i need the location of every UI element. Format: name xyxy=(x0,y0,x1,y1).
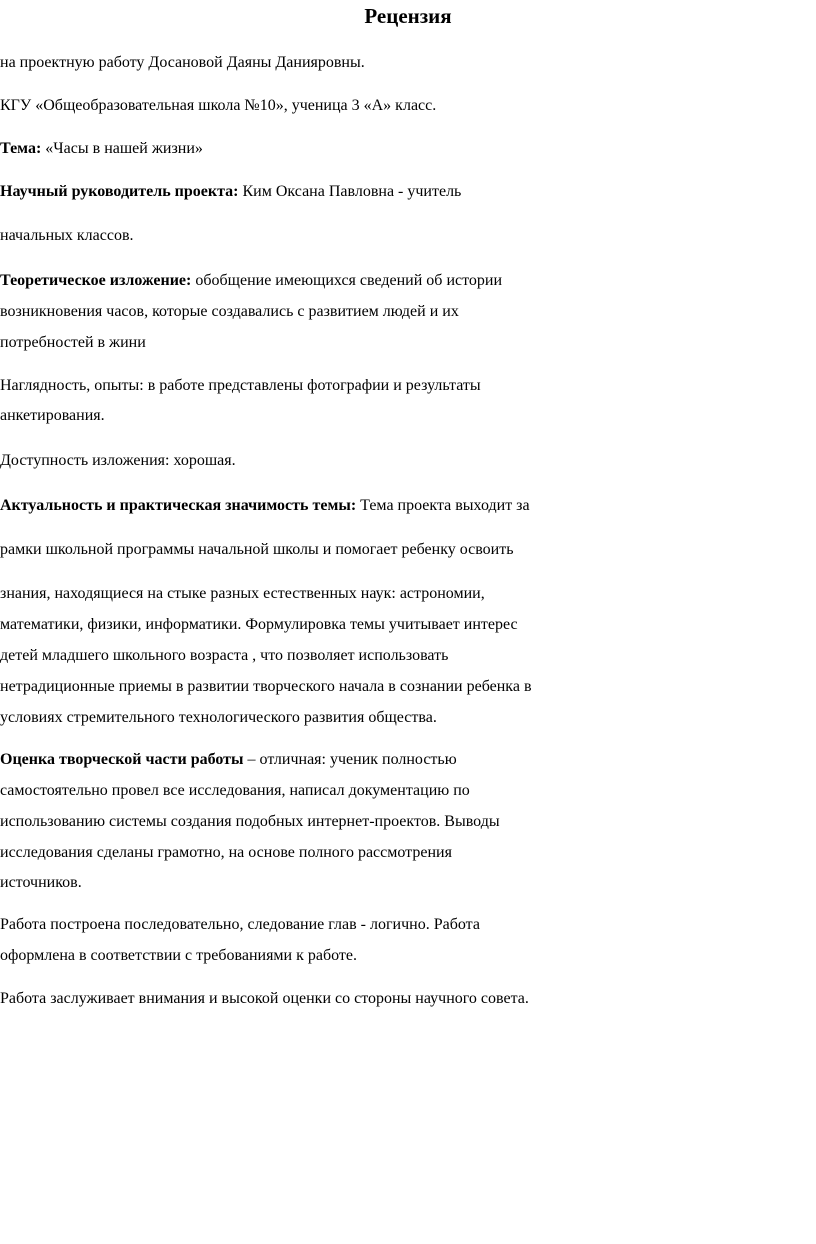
creative-line xyxy=(0,744,816,775)
creative-label: Оценка творческой части работы xyxy=(0,751,244,768)
topic-line xyxy=(0,133,816,164)
visuals-line-2: анкетирования. xyxy=(0,407,105,424)
supervisor-line xyxy=(0,176,816,207)
relevance-line-6: нетрадиционные приемы в развитии творческого начала в сознании ребенка в xyxy=(0,678,532,695)
theory-line-2: возникновения часов, которые создавались с развитием людей и их xyxy=(0,303,459,320)
structure-line-2: оформлена в соответствии с требованиями к работе. xyxy=(0,947,358,964)
structure-line: Работа построена последовательно, следование глав - логично. Работа xyxy=(0,916,480,933)
relevance-line-5: детей младшего школьного возраста , что позволяет использовать xyxy=(0,647,449,664)
relevance-value: Тема проекта выходит за xyxy=(356,497,530,514)
intro-line-school: КГУ «Общеобразовательная школа №10», ученица 3 «А» класс. xyxy=(0,97,437,114)
creative-line-2: самостоятельно провел все исследования, написал документацию по xyxy=(0,782,470,799)
supervisor-label: Научный руководитель проекта: xyxy=(0,183,239,200)
conclusion-line: Работа заслуживает внимания и высокой оценки со стороны научного совета. xyxy=(0,990,529,1007)
supervisor-line-cont: начальных классов. xyxy=(0,227,134,244)
topic-label: Тема: xyxy=(0,140,42,157)
theory-value: обобщение имеющихся сведений об истории xyxy=(191,272,503,289)
theory-line-3: потребностей в жини xyxy=(0,334,146,351)
theory-line xyxy=(0,265,816,296)
relevance-line-7: условиях стремительного технологического развития общества. xyxy=(0,709,437,726)
accessibility-line: Доступность изложения: хорошая. xyxy=(0,452,236,469)
document-title: Рецензия xyxy=(364,4,452,28)
relevance-line xyxy=(0,490,816,521)
creative-line-5: источников. xyxy=(0,874,82,891)
theory-label: Теоретическое изложение: xyxy=(0,272,192,289)
creative-value: – отличная: ученик полностью xyxy=(243,751,457,768)
supervisor-value: Ким Оксана Павловна - учитель xyxy=(238,183,462,200)
topic-value: «Часы в нашей жизни» xyxy=(41,140,203,157)
creative-line-4: исследования сделаны грамотно, на основе полного рассмотрения xyxy=(0,844,452,861)
relevance-line-4: математики, физики, информатики. Формулировка темы учитывает интерес xyxy=(0,616,518,633)
relevance-line-3: знания, находящиеся на стыке разных естественных наук: астрономии, xyxy=(0,585,485,602)
creative-line-3: использованию системы создания подобных интернет-проектов. Выводы xyxy=(0,813,500,830)
visuals-line: Наглядность, опыты: в работе представлены фотографии и результаты xyxy=(0,377,481,394)
relevance-label: Актуальность и практическая значимость темы: xyxy=(0,497,357,514)
relevance-line-2: рамки школьной программы начальной школы и помогает ребенку освоить xyxy=(0,541,514,558)
intro-line-student: на проектную работу Досановой Даяны Данияровны. xyxy=(0,54,365,71)
